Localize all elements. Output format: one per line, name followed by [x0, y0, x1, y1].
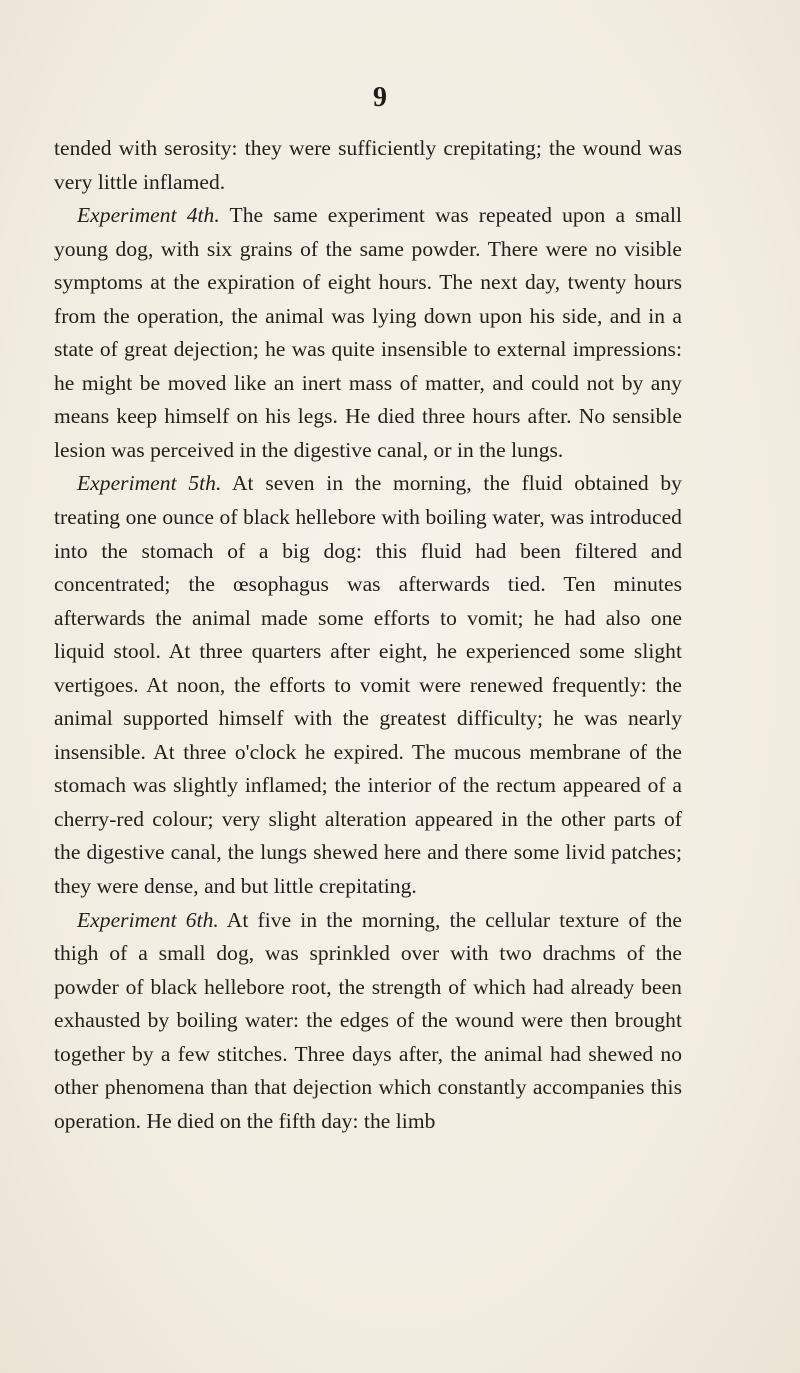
- page-body: [54, 132, 682, 1138]
- paragraph-text: tended with serosity: they were sufficiently crepitating; the wound was very little inflamed.: [54, 136, 682, 194]
- paragraph-text: The same experiment was repeated upon a small young dog, with six grains of the same powder. There were no visible symptoms at the expiration of eight hours. The next day, twenty hours from the operation, the animal was lying down upon his side, and in a state of great dejection; he was quite insensible to external impressions: he might be moved like an inert mass of matter, and could not by any means keep himself on his legs. He died three hours after. No sensible lesion was perceived in the digestive canal, or in the lungs.: [54, 203, 682, 462]
- paragraph-experiment-4: [54, 199, 682, 467]
- paragraph-text: At five in the morning, the cellular texture of the thigh of a small dog, was sprinkled over with two drachms of the powder of black hellebore root, the strength of which had already been exhausted by boiling water: the edges of the wound were then brought together by a few stitches. Three days after, the animal had shewed no other phenomena than that dejection which constantly accompanies this operation. He died on the fifth day: the limb: [54, 907, 682, 1133]
- experiment-heading: Experiment 4th.: [77, 203, 220, 228]
- experiment-heading: Experiment 5th.: [77, 471, 222, 496]
- page-number: 9: [373, 82, 387, 113]
- paragraph-experiment-5: [54, 467, 682, 903]
- paragraph-experiment-6: [54, 904, 682, 1139]
- experiment-heading: Experiment 6th.: [77, 907, 219, 932]
- paragraph-continuation: [54, 132, 682, 199]
- paragraph-text: At seven in the morning, the fluid obtained by treating one ounce of black hellebore with boiling water, was introduced into the stomach of a big dog: this fluid had been filtered and concentrated; the œsophagus was afterwards tied. Ten minutes afterwards the animal made some efforts to vomit; he had also one liquid stool. At three quarters after eight, he experienced some slight vertigoes. At noon, the efforts to vomit were renewed frequently: the animal supported himself with the greatest difficulty; he was nearly insensible. At three o'clock he expired. The mucous membrane of the stomach was slightly inflamed; the interior of the rectum appeared of a cherry-red colour; very slight alteration appeared in the other parts of the digestive canal, the lungs shewed here and there some livid patches; they were dense, and but little crepitating.: [54, 471, 682, 899]
